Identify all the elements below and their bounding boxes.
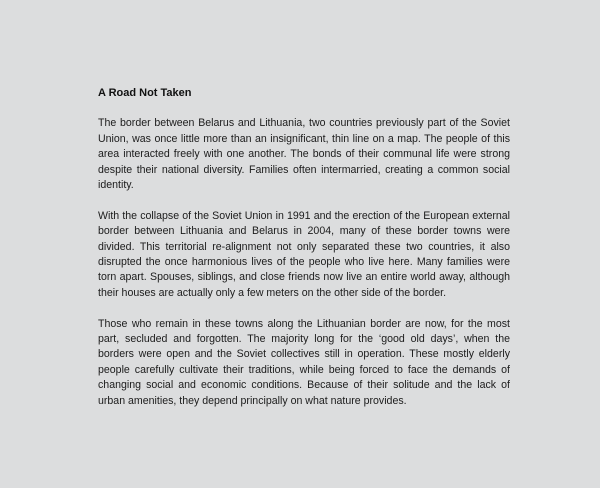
article-title: A Road Not Taken <box>98 87 192 99</box>
article <box>98 86 510 424</box>
article-paragraph: The border between Belarus and Lithuania, two countries previously part of the Soviet Union, was once little more than an insignificant, thin line on a map. The people of this area interacted freely with one another. The bonds of their communal life were strong despite their national diversity. Families often intermarried, creating a common social identity. <box>98 117 510 192</box>
article-paragraph: With the collapse of the Soviet Union in 1991 and the erection of the European external border between Lithuania and Belarus in 2004, many of these border towns were divided. This territorial re-alignment not only separated these two countries, it also disrupted the once harmonious lives of the people who live here. Many families were torn apart. Spouses, siblings, and close friends now live an entire world away, although their houses are actually only a few meters on the other side of the border. <box>98 209 510 299</box>
article-paragraph: Those who remain in these towns along the Lithuanian border are now, for the most part, secluded and forgotten. The majority long for the ‘good old days’, when the borders were open and the Soviet collectives still in operation. These mostly elderly people carefully cultivate their traditions, while being forced to face the demands of changing social and economic conditions. Because of their solitude and the lack of urban amenities, they depend principally on what nature provides. <box>98 317 510 407</box>
